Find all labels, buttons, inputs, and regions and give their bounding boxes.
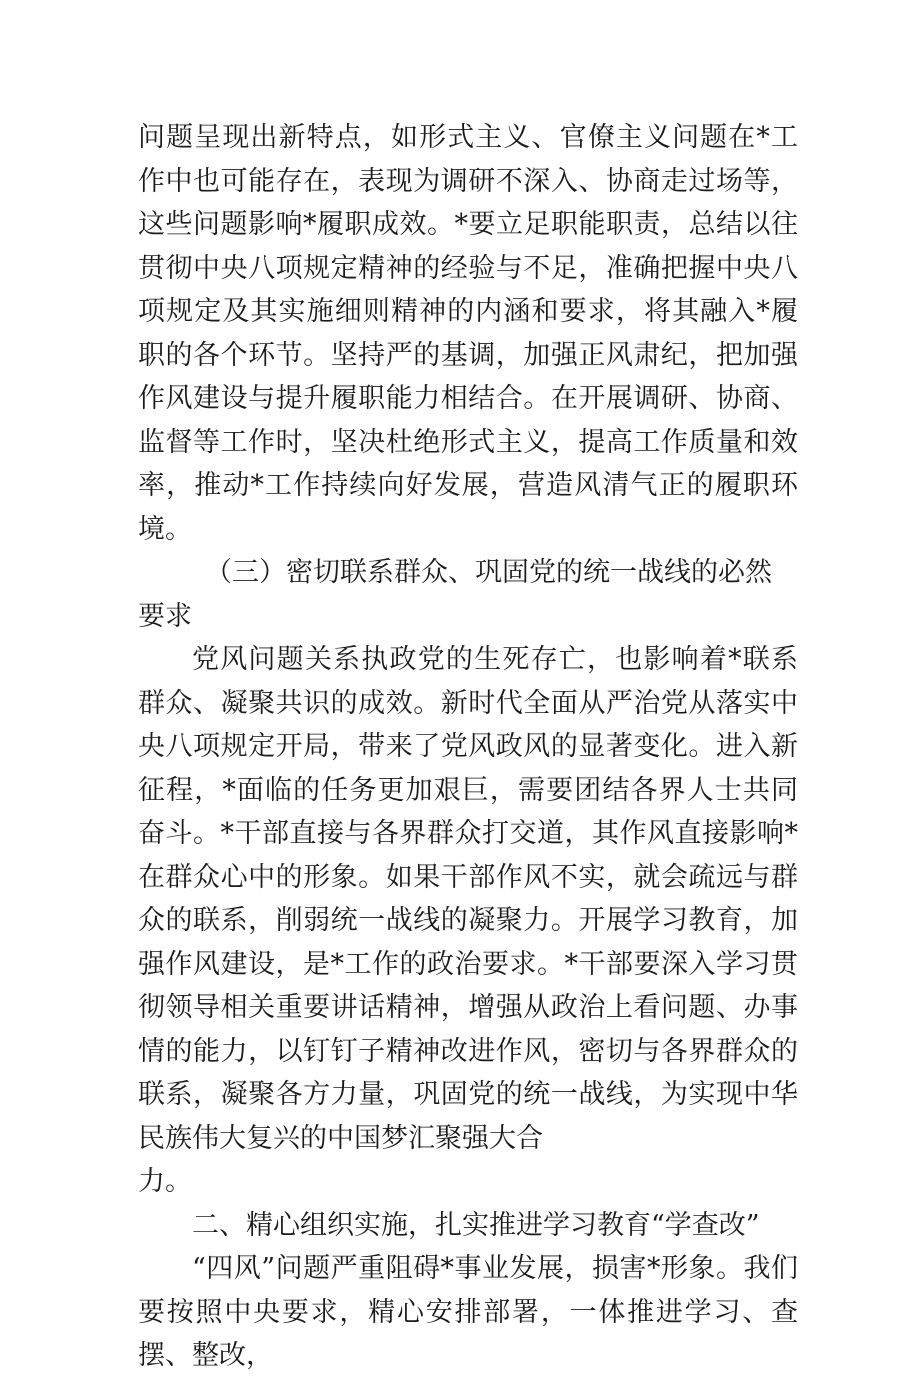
section-heading-two: 二、精心组织实施，扎实推进学习教育“学查改”: [192, 1209, 760, 1241]
paragraph-body: “四风”问题严重阻碍*事业发展，损害*形象。我们要按照中央要求，精心安排部署，一体推进学习、查摆、整改，: [138, 1253, 798, 1371]
paragraph-body: 党风问题关系执政党的生死存亡，也影响着*联系群众、凝聚共识的成效。新时代全面从严治党从落实中央八项规定开局，带来了党风政风的显著变化。进入新征程，*面临的任务更加艰巨，需要团结各界人士共同奋斗。*干部直接与各界群众打交道，其作风直接影响*在群众心中的形象。如果干部作风不实，就会疏远与群众的联系，削弱统一战线的凝聚力。开展学习教育，加强作风建设，是*工作的政治要求。*干部要深入学习贯彻领导相关重要讲话精神，增强从政治上看问题、办事情的能力，以钉钉子精神改进作风，密切与各界群众的联系，凝聚各方力量，巩固党的统一战线，为实现中华民族伟大复兴的中国梦汇聚强大合: [138, 644, 798, 1154]
document-body: [138, 116, 798, 1378]
section-subheading-three: （三）密切联系群众、巩固党的统一战线的必然要求: [138, 557, 772, 632]
paragraph-continued: 问题呈现出新特点，如形式主义、官僚主义问题在*工作中也可能存在，表现为调研不深入、协商走过场等，这些问题影响*履职成效。*要立足职能职责，总结以往贯彻中央八项规定精神的经验与不足，准确把握中央八项规定及其实施细则精神的内涵和要求，将其融入*履职的各个环节。坚持严的基调，加强正风肃纪，把加强作风建设与提升履职能力相结合。在开展调研、协商、监督等工作时，坚决杜绝形式主义，提高工作质量和效率，推动*工作持续向好发展，营造风清气正的履职环境。: [138, 122, 798, 545]
paragraph-continued: 力。: [138, 1166, 192, 1197]
